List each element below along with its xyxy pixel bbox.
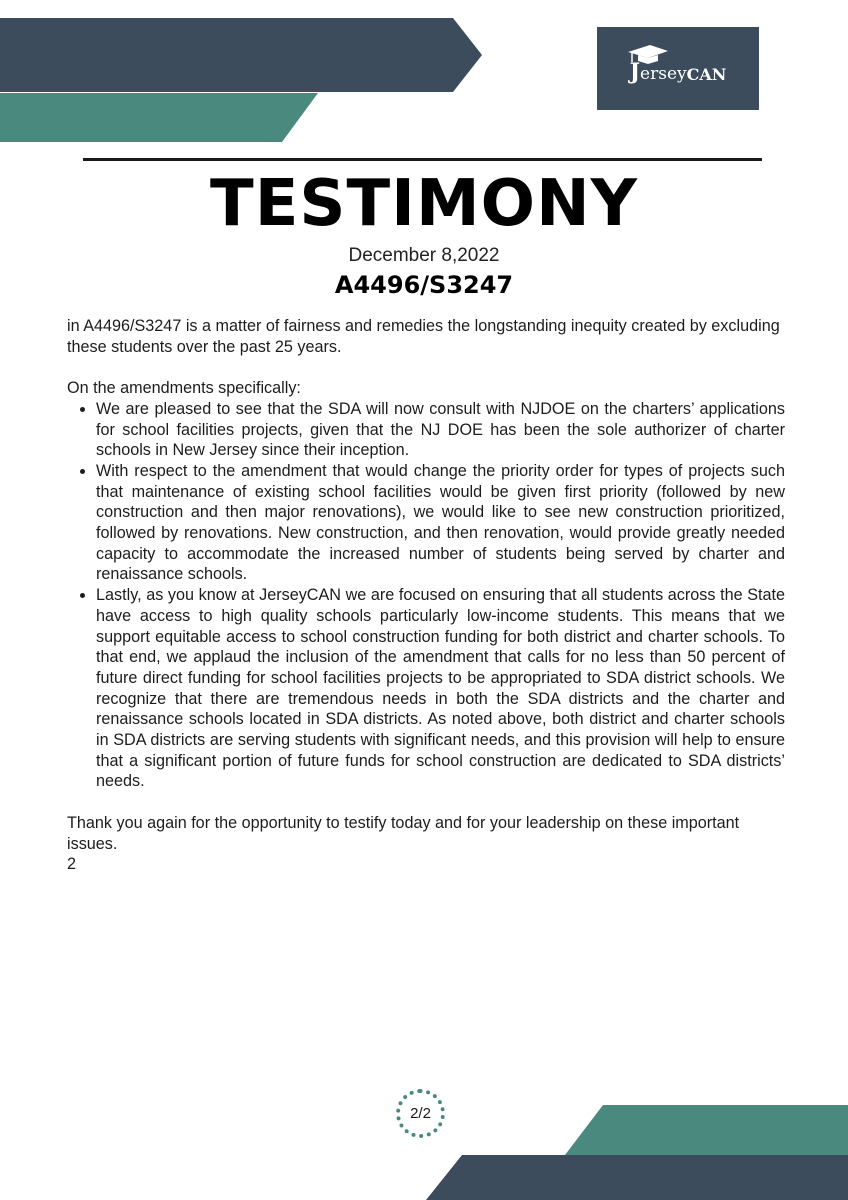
intro-paragraph: in A4496/S3247 is a matter of fairness and remedies the longstanding inequity created by excluding these students over the past 25 years. <box>67 317 780 356</box>
page-indicator: 2/2 <box>396 1089 445 1138</box>
list-item: Lastly, as you know at JerseyCAN we are focused on ensuring that all students across the State have access to high quality schools particularly low-income students. This means that we support equitable access to school construction funding for both district and charter schools. To that end, we applaud the inclusion of the amendment that calls for no less than 50 percent of future direct funding for school facilities projects to be appropriated to SDA district schools. We recognize that there are tremendous needs in both the SDA districts and the charter and renaissance schools located in SDA districts. As noted above, both district and charter schools in SDA districts are serving students with significant needs, and this provision will help to ensure that a significant portion of future funds for school construction are dedicated to SDA districts’ needs. <box>67 585 785 792</box>
page-title: TESTIMONY <box>210 167 638 241</box>
graduation-cap-icon <box>626 44 670 66</box>
closing-paragraph: Thank you again for the opportunity to testify today and for your leadership on these important issues. <box>67 813 740 853</box>
testimony-body <box>67 316 785 875</box>
paragraph-gap <box>67 357 785 378</box>
header-teal-band <box>0 93 318 142</box>
footer-decoration <box>420 1100 848 1200</box>
list-item: We are pleased to see that the SDA will now consult with NJDOE on the charters’ applications for school facilities projects, given that the NJ DOE has been the sole authorizer of charter schools in New Jersey since their inception. <box>67 399 785 461</box>
header-decoration <box>0 0 490 145</box>
logo-text-ersey: ersey <box>640 63 687 84</box>
logo-text-j: J <box>629 58 641 85</box>
header-navy-band <box>0 18 482 92</box>
testimony-date: December 8,2022 <box>348 245 500 266</box>
amendments-heading: On the amendments specifically: <box>67 379 301 398</box>
list-item: With respect to the amendment that would change the priority order for types of projects such that maintenance of existing school facilities would be given first priority (followed by new construction and then major renovations), we would like to see new construction prioritized, followed by renovations. New construction, and then renovation, would provide greatly needed capacity to accommodate the increased number of students being served by charter and renaissance schools. <box>67 461 785 585</box>
jerseycan-logo <box>597 27 759 110</box>
bill-number: A4496/S3247 <box>334 271 514 299</box>
logo-text-can: CAN <box>686 64 727 84</box>
page-marker: 2 <box>67 855 77 874</box>
footer-navy-band <box>426 1155 848 1200</box>
amendments-list <box>67 399 785 792</box>
title-divider <box>83 158 762 161</box>
paragraph-gap <box>67 792 785 813</box>
footer-teal-band <box>565 1105 848 1155</box>
